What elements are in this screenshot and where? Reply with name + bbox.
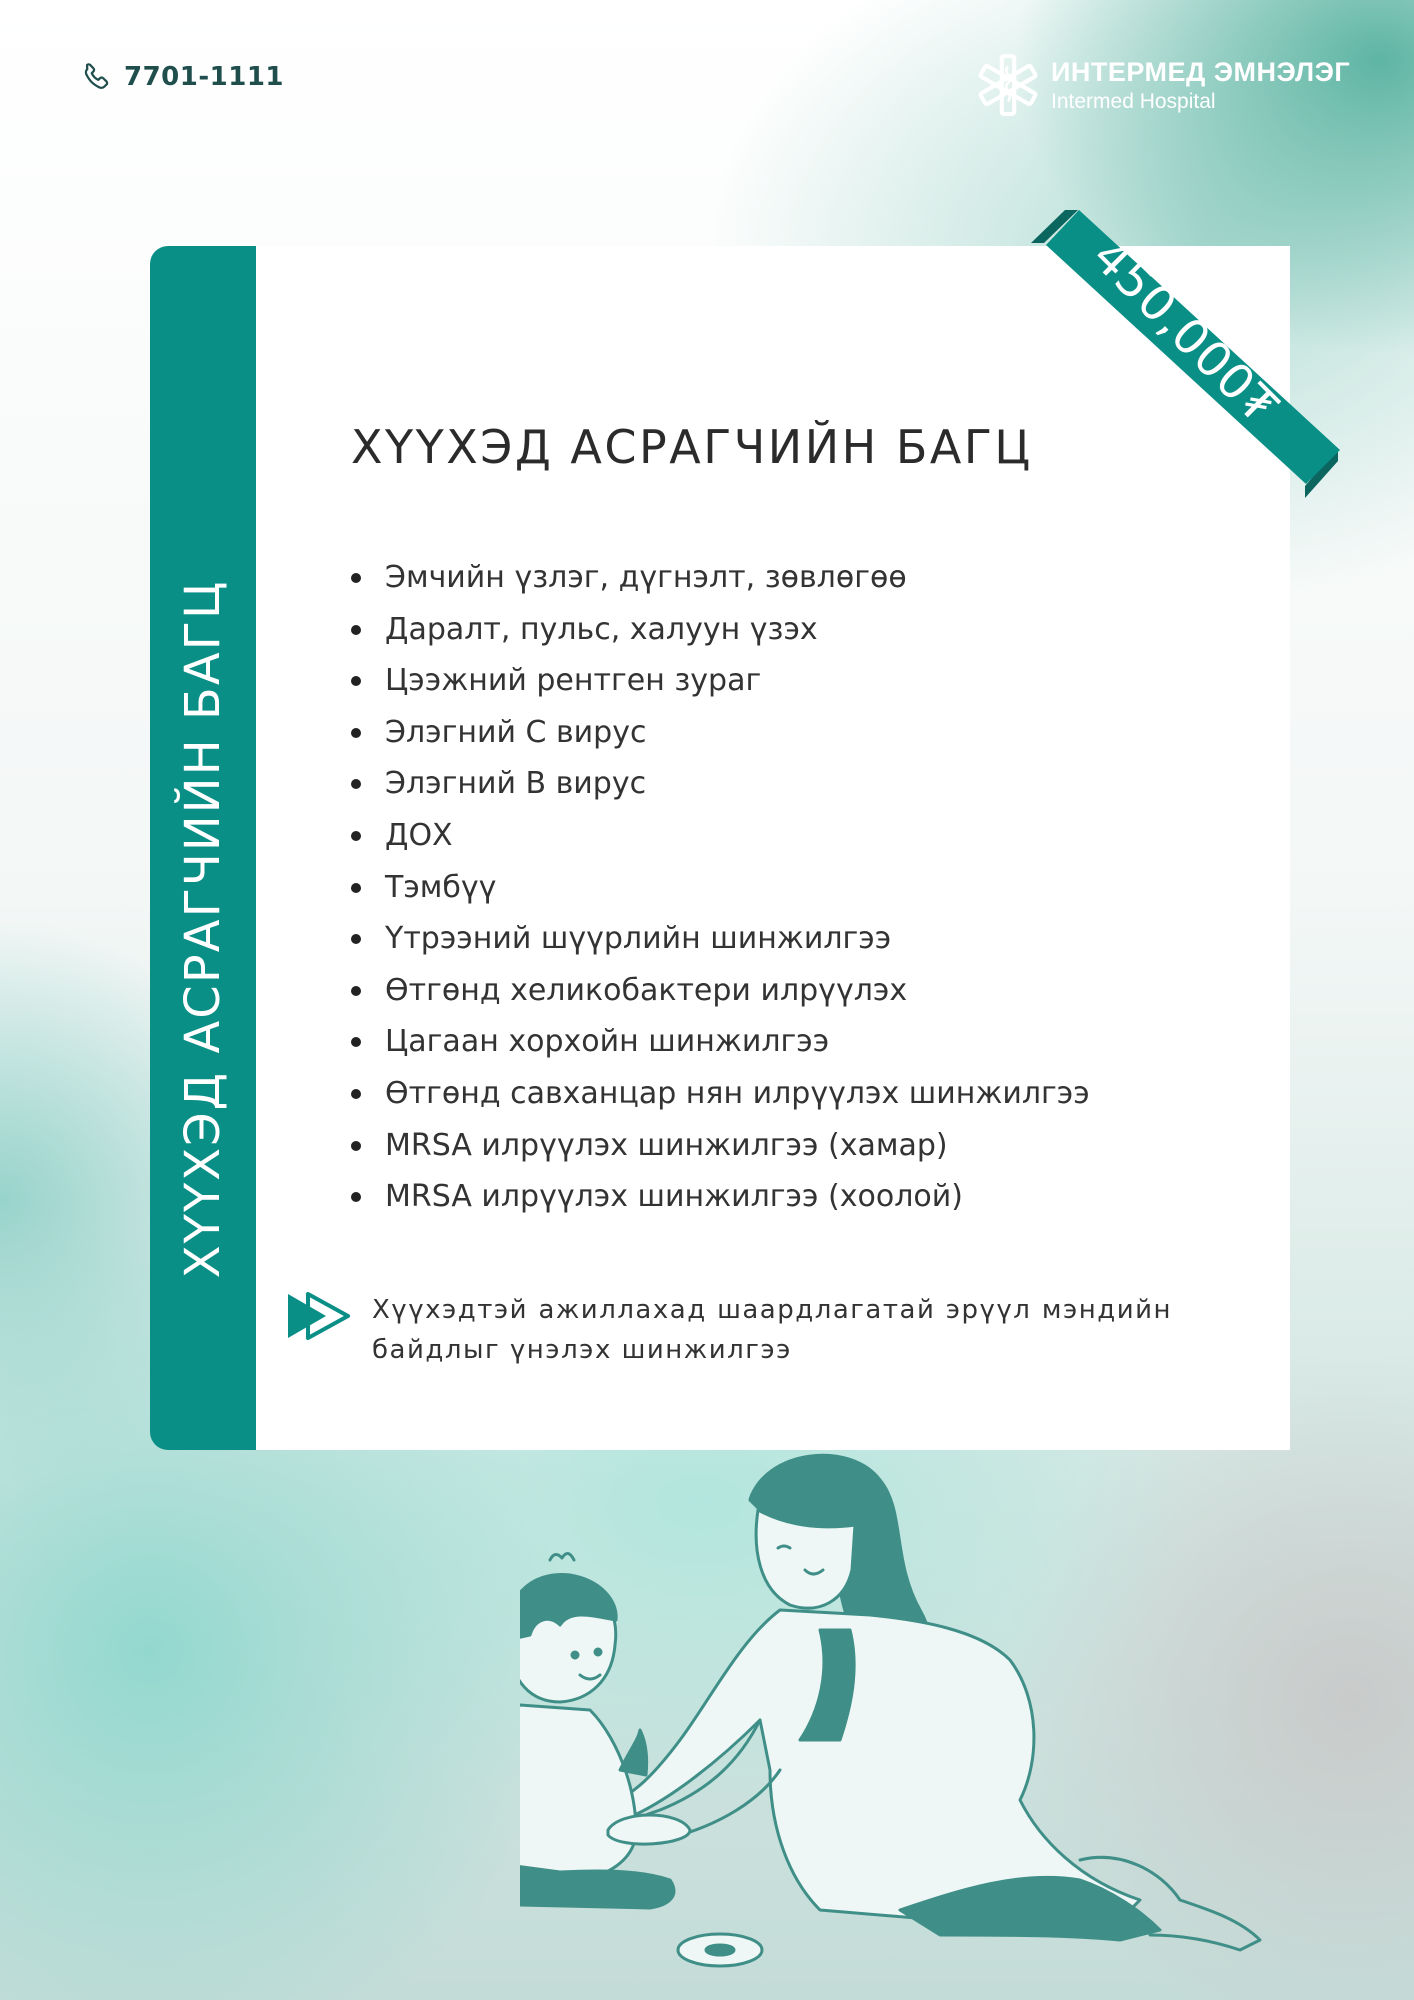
list-item: Даралт, пульс, халуун үзэх [351,604,1090,656]
list-item: Элэгний В вирус [351,758,1090,810]
list-item: ДОХ [351,810,1090,862]
list-item: Цагаан хорхойн шинжилгээ [351,1016,1090,1068]
list-item: Өтгөнд савханцар нян илрүүлэх шинжилгээ [351,1068,1090,1120]
list-item: Эмчийн үзлэг, дүгнэлт, зөвлөгөө [351,552,1090,604]
list-item: Цээжний рентген зураг [351,655,1090,707]
phone-number: 7701-1111 [124,62,285,92]
services-list [351,552,1090,1223]
package-note: Хүүхэдтэй ажиллахад шаардлагатай эрүүл мэндийн байдлыг үнэлэх шинжилгээ [372,1295,1172,1365]
price-label: 450,000₮ [1081,228,1289,436]
toy-ring [678,1934,762,1966]
side-label: ХҮҮХЭД АСРАГЧИЙН БАГЦ [175,579,231,1279]
list-item: MRSA илрүүлэх шинжилгээ (хамар) [351,1120,1090,1172]
price-ribbon [1032,228,1322,518]
nanny-child-illustration [520,1440,1380,2000]
child-figure [520,1553,690,1908]
double-arrow-icon [286,1290,352,1342]
package-title: ХҮҮХЭД АСРАГЧИЙН БАГЦ [351,420,1033,474]
list-item: Үтрээний шүүрлийн шинжилгээ [351,913,1090,965]
list-item: Элэгний С вирус [351,707,1090,759]
medical-star-icon [975,52,1041,118]
nanny-figure [574,1455,1260,1950]
side-band [150,246,256,1450]
phone-icon [80,60,114,94]
list-item: Тэмбүү [351,862,1090,914]
list-item: MRSA илрүүлэх шинжилгээ (хоолой) [351,1171,1090,1223]
logo-subtitle: Intermed Hospital [1051,89,1216,113]
hospital-logo[interactable] [975,52,1350,118]
phone-contact[interactable] [80,60,284,94]
list-item: Өтгөнд хеликобактери илрүүлэх [351,965,1090,1017]
logo-name: ИНТЕРМЕД ЭМНЭЛЭГ [1051,56,1351,87]
